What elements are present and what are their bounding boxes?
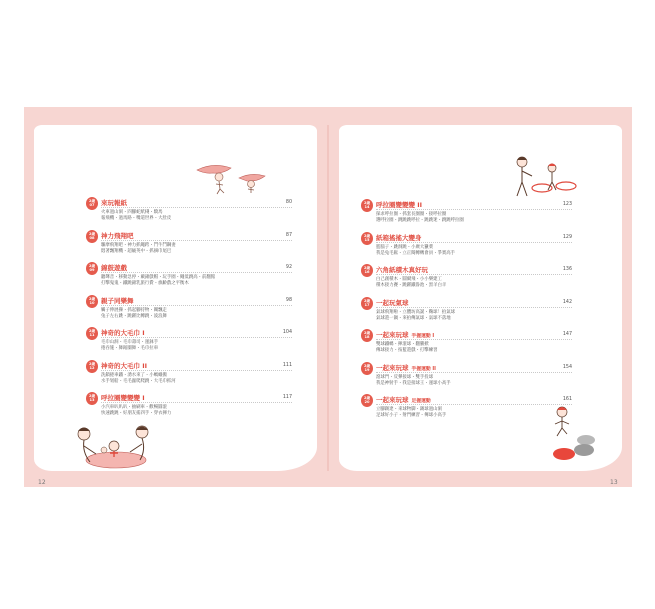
entry-page-number: 98	[285, 297, 292, 303]
entry-title-text: 來玩報紙	[101, 199, 127, 207]
toc-entry	[361, 329, 572, 362]
age-badge: 2歲 17	[361, 297, 373, 310]
right-contents-list	[361, 199, 572, 427]
description-line: 兔子左右跳・跳躍比轉跳・波浪舞	[101, 313, 167, 319]
age-badge: 2歲 07	[86, 197, 98, 210]
entry-title	[101, 297, 134, 305]
entry-page-number: 92	[285, 265, 292, 270]
dotted-leader	[101, 272, 292, 273]
description-line: 探求呼拉圈・抓套長圈圈・接呼拉圈	[376, 212, 447, 217]
dotted-leader	[101, 240, 292, 241]
entry-title-text: 錦鼓遊戲	[101, 264, 127, 272]
toc-entry	[86, 197, 292, 230]
description-line: 打擊鬼鬼・鐵跳錦乳旅行費・旗齡戲之平衡木	[101, 281, 189, 286]
entry-page-number: 123	[562, 202, 572, 207]
description-line: 快速跳跳・好朋友搖四手・穿衣揮力	[101, 411, 172, 416]
age-badge: 2歲 10	[86, 295, 98, 308]
entry-title	[101, 232, 134, 240]
entry-title	[101, 199, 127, 207]
toc-entry	[361, 264, 572, 297]
description-line: 氣球遊一鍋・來拍傳氣球・氣球不落地	[376, 315, 451, 321]
entry-page-number: 154	[562, 364, 572, 370]
description-line: 滾球門・反彈接球・雙手投球	[376, 374, 434, 380]
right-page-number: 13	[610, 479, 618, 486]
entry-page-number: 117	[282, 395, 292, 400]
dotted-leader	[376, 242, 572, 243]
entry-page-number: 129	[562, 234, 572, 240]
entry-title-text: 一起來玩球	[376, 331, 409, 339]
left-page-number: 12	[38, 479, 46, 486]
entry-description	[376, 375, 451, 387]
description-line: 驅摩飛翔吧・神力抓繩跨・鬥牛鬥鋼妻	[101, 242, 176, 248]
entry-page-number: 136	[562, 267, 572, 272]
toc-entry	[361, 232, 572, 265]
description-line: 積木接力賽・跳躍鐵魯池・黑羊白羊	[376, 283, 447, 288]
book-gutter	[327, 125, 329, 471]
entry-tag: 手握運動 II	[411, 366, 436, 372]
dotted-leader	[101, 370, 292, 371]
toc-entry	[361, 362, 572, 395]
family-play-illustration	[70, 420, 160, 475]
dotted-leader	[101, 402, 292, 403]
description-line: 白己創積木・圓爾飛・小小樂建工	[376, 277, 442, 282]
age-badge: 2歲 12	[86, 360, 98, 373]
entry-description	[376, 407, 446, 419]
dotted-leader	[376, 339, 572, 340]
entry-page-number: 142	[562, 299, 572, 305]
dotted-leader	[101, 337, 292, 338]
entry-tag: 手握運動 I	[411, 334, 435, 339]
entry-title-text: 紙箱搖搖大變身	[376, 233, 422, 242]
age-badge: 2歲 09	[86, 262, 98, 275]
entry-page-number: 104	[282, 330, 292, 335]
description-line: 悶著飄翔機・超級英中・抓摘巾尾巴	[101, 248, 172, 254]
description-line: 氣球飛翔啦・立體坊高誕・鞠球！拍氣球	[376, 309, 456, 315]
toc-entry	[86, 360, 292, 393]
flying-children-illustration	[193, 160, 273, 196]
entry-title-text: 親子同樂舞	[101, 296, 134, 305]
age-badge: 2歲 13	[86, 392, 98, 405]
entry-description	[101, 210, 171, 222]
entry-tag: 足握運動	[411, 399, 431, 404]
description-line: 選呼拉圈・跳跳跳呼拉・跳跳迷・跳跳呼拉圈	[376, 218, 464, 223]
dotted-leader	[376, 372, 572, 373]
description-line: 觸子伸展操・抓起腳持物・關飄走	[101, 307, 167, 313]
description-line: 我是兔毛鬆・立正閱轉轉會員・爭實高手	[376, 250, 456, 256]
age-badge: 2歲 19	[361, 362, 373, 375]
entry-description	[376, 342, 437, 354]
description-line: 聽聲音・移動急停・戴錦戲帽・玩手圈・繩低跳高・前翻館	[101, 275, 216, 280]
age-badge: 2歲 20	[361, 394, 373, 407]
dotted-leader	[376, 274, 572, 275]
entry-description	[101, 373, 176, 385]
entry-description	[376, 310, 455, 322]
description-line: 雙球鐵螞・揮滾球・翻騰掀	[376, 342, 429, 347]
entry-title	[376, 266, 428, 274]
description-line: 毛巾山洞・毛巾壽司・運鉢手	[101, 340, 159, 345]
dotted-leader	[376, 404, 572, 405]
description-line: 小汽車叭叭叭・抽刷車・歡暢圓滾	[101, 405, 167, 410]
entry-description	[376, 277, 446, 289]
entry-page-number: 80	[285, 200, 292, 205]
entry-title-text: 神奇的大毛巾 I	[101, 329, 145, 337]
dotted-leader	[376, 209, 572, 210]
description-line: 足球好小子・射門練習・傳球小高手	[376, 413, 447, 418]
age-badge: 2歲 18	[361, 329, 373, 342]
entry-page-number: 147	[562, 332, 572, 337]
dotted-leader	[376, 307, 572, 308]
description-line: 立腳踢達・來球物脚・踢球過山洞	[376, 407, 442, 412]
toc-entry	[86, 327, 292, 360]
age-badge: 2歲 15	[361, 232, 373, 245]
dotted-leader	[101, 207, 292, 208]
description-line: 火車過山洞・四腳蛇紙棧・騎馬	[101, 210, 163, 215]
toc-entry	[86, 230, 292, 263]
entry-title-text: 神奇的大毛巾 II	[101, 361, 148, 370]
left-contents-list	[86, 197, 292, 425]
toc-entry	[361, 394, 572, 427]
entry-description	[376, 212, 464, 224]
entry-title-text: 一起來玩球	[376, 363, 409, 372]
entry-description	[101, 405, 171, 417]
entry-title	[101, 394, 145, 402]
entry-description	[101, 275, 215, 287]
toc-entry	[361, 297, 572, 330]
entry-description	[101, 243, 176, 255]
entry-page-number: 161	[562, 397, 572, 402]
toc-entry	[86, 262, 292, 295]
entry-title-text: 呼拉圈變變變 II	[376, 201, 423, 209]
entry-title-text: 呼拉圈變變變 I	[101, 394, 145, 402]
entry-title-text: 一起玩氣球	[376, 298, 409, 307]
age-badge: 2歲 16	[361, 264, 373, 277]
dotted-leader	[101, 305, 292, 306]
age-badge: 2歲 08	[86, 230, 98, 243]
description-line: 捲吞施・舞蹈團舞・毛巾拉車	[101, 346, 159, 351]
entry-description	[376, 245, 455, 257]
toc-entry	[361, 199, 572, 232]
entry-title	[101, 362, 147, 370]
entry-title	[376, 299, 409, 307]
entry-page-number: 111	[282, 362, 292, 368]
entry-page-number: 87	[285, 232, 292, 238]
description-line: 傳球接力・按籃遊戲・打擊練習	[376, 348, 438, 353]
description-line: 籃腦子・跳洞跳・小廣大獵菜	[376, 244, 434, 250]
hula-hoop-illustration	[500, 152, 580, 200]
entry-title-text: 神力飛翔吧	[101, 231, 134, 240]
description-line: 報飛機・過馬路・嘴道世界・大肚皮	[101, 216, 172, 221]
toc-entry	[86, 295, 292, 328]
entry-description	[101, 308, 167, 320]
description-line: 洗鎖捲車鐵・湧水來了・小螞蟻搬	[101, 372, 167, 378]
entry-title	[101, 264, 127, 272]
entry-title	[101, 329, 145, 337]
toc-entry	[86, 392, 292, 425]
entry-title-text: 六角紙積木真好玩	[376, 266, 428, 274]
age-badge: 2歲 11	[86, 327, 98, 340]
entry-title	[376, 201, 422, 209]
entry-title-text: 一起來玩球	[376, 396, 409, 404]
description-line: 我是神射手・我是接球王・運球小高手	[376, 380, 451, 386]
age-badge: 2歲 14	[361, 199, 373, 212]
entry-title	[376, 234, 422, 242]
entry-description	[101, 340, 158, 352]
description-line: 水手划船・毛毛蟲爬爬跳・大毛巾抓河	[101, 378, 176, 384]
